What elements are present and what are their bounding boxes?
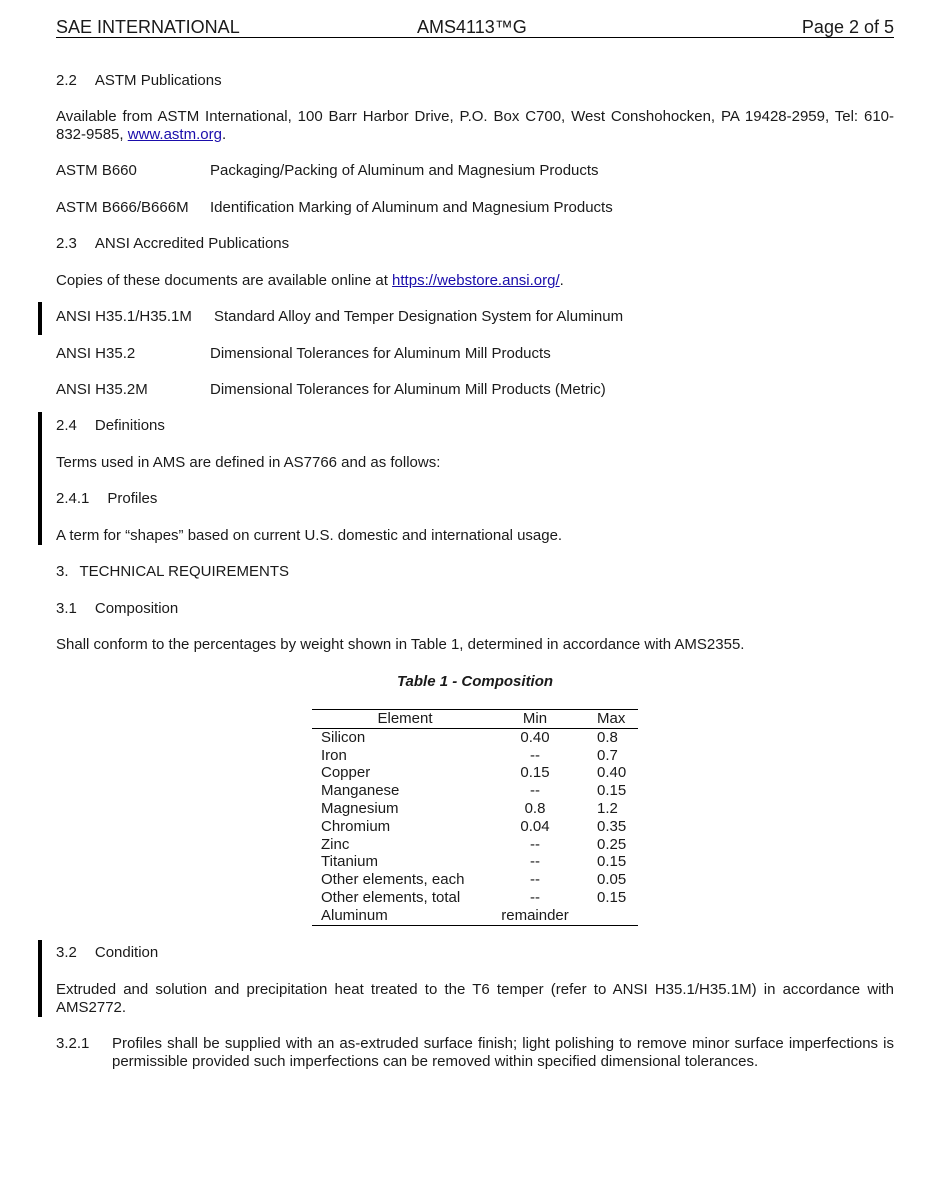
min-cell: 0.40 (520, 728, 550, 746)
section-2-3-heading: 2.3 ANSI Accredited Publications (56, 235, 290, 252)
min-cell: -- (530, 746, 540, 764)
table-row (312, 907, 638, 925)
element-cell: Titanium (321, 853, 378, 871)
table-row (312, 836, 638, 854)
header-rule (56, 37, 894, 38)
element-cell: Iron (321, 746, 347, 764)
element-cell: Chromium (321, 817, 391, 835)
header-org: SAE INTERNATIONAL (56, 17, 240, 37)
ref-title: Standard Alloy and Temper Designation System for Aluminum (214, 308, 624, 325)
section-3-2-1-number: 3.2.1 (56, 1035, 90, 1052)
section-2-2-heading: 2.2 ASTM Publications (56, 72, 222, 89)
section-3-heading: 3. TECHNICAL REQUIREMENTS (56, 563, 289, 580)
max-cell (581, 907, 638, 925)
element-cell: Aluminum (312, 907, 489, 925)
element-cell: Copper (321, 764, 371, 782)
column-header: Min (489, 710, 581, 729)
ref-code: ANSI H35.1/H35.1M (56, 308, 192, 325)
section-2-4-1-heading: 2.4.1 Profiles (56, 490, 158, 507)
max-cell: 0.25 (597, 835, 627, 853)
max-cell: 0.15 (597, 782, 627, 800)
surface-finish-text: Profiles shall be supplied with an as-extruded surface finish; light polishing to remove minor surface imperfections is permissible provided such imperfections can be removed within specified dimensional tolerances. (112, 1035, 894, 1070)
profiles-definition: A term for “shapes” based on current U.S. domestic and international usage. (56, 527, 563, 544)
table-row (312, 889, 638, 907)
table-row (312, 871, 638, 889)
table-row (312, 800, 638, 818)
ref-title: Dimensional Tolerances for Aluminum Mill Products (Metric) (210, 381, 606, 398)
table-row (312, 853, 638, 871)
max-cell: 0.7 (597, 746, 618, 764)
max-cell: 0.40 (597, 764, 627, 782)
revision-bar (38, 412, 42, 545)
max-cell: 0.35 (597, 817, 627, 835)
table-header-row (312, 710, 638, 729)
revision-bar (38, 302, 42, 335)
max-cell: 0.15 (597, 888, 627, 906)
ref-title: Dimensional Tolerances for Aluminum Mill Products (210, 345, 551, 362)
max-cell: 0.15 (597, 853, 627, 871)
table-row (312, 747, 638, 765)
min-cell: -- (530, 835, 540, 853)
header-doc-id: AMS4113™G (417, 17, 527, 37)
min-cell: 0.04 (520, 817, 550, 835)
min-cell: -- (530, 871, 540, 889)
composition-table (312, 709, 638, 926)
column-header: Element (312, 710, 489, 729)
min-cell: -- (530, 888, 540, 906)
astm-link[interactable]: www.astm.org (127, 126, 222, 143)
element-cell: Other elements, total (321, 888, 461, 906)
ref-code: ANSI H35.2M (56, 381, 148, 398)
min-cell: remainder (489, 907, 581, 925)
ref-title: Packaging/Packing of Aluminum and Magnesium Products (210, 162, 599, 179)
max-cell: 0.8 (597, 728, 618, 746)
section-3-2-heading: 3.2 Condition (56, 944, 159, 961)
element-cell: Manganese (321, 782, 400, 800)
definitions-text: Terms used in AMS are defined in AS7766 and as follows: (56, 454, 441, 471)
table-row (312, 782, 638, 800)
element-cell: Silicon (321, 728, 366, 746)
ref-code: ANSI H35.2 (56, 345, 136, 362)
ref-code: ASTM B666/B666M (56, 199, 189, 216)
min-cell: 0.8 (524, 799, 546, 817)
table-row (312, 764, 638, 782)
column-header: Max (581, 710, 638, 729)
max-cell: 0.05 (597, 871, 627, 889)
condition-text: Extruded and solution and precipitation heat treated to the T6 temper (refer to ANSI H35.1/H35.1M) in accordance with AMS2772. (56, 981, 894, 1016)
max-cell: 1.2 (597, 799, 618, 817)
table-body (312, 728, 638, 925)
section-2-4-heading: 2.4 Definitions (56, 417, 165, 434)
revision-bar (38, 940, 42, 1017)
section-3-1-heading: 3.1 Composition (56, 600, 179, 617)
min-cell: -- (530, 853, 540, 871)
table-title: Table 1 - Composition (396, 673, 554, 690)
table-row (312, 728, 638, 746)
min-cell: 0.15 (520, 764, 550, 782)
element-cell: Magnesium (321, 799, 399, 817)
ansi-availability: Copies of these documents are available online at https://webstore.ansi.org/. (56, 272, 564, 289)
ref-code: ASTM B660 (56, 162, 137, 179)
table-row (312, 818, 638, 836)
element-cell: Zinc (321, 835, 350, 853)
header-page: Page 2 of 5 (801, 17, 894, 37)
composition-text: Shall conform to the percentages by weight shown in Table 1, determined in accordance with AMS2355. (56, 636, 745, 653)
ansi-link[interactable]: https://webstore.ansi.org/ (392, 272, 560, 289)
min-cell: -- (530, 782, 540, 800)
astm-availability: Available from ASTM International, 100 Barr Harbor Drive, P.O. Box C700, West Conshohocken, PA 19428-2959, Tel: 610-832-9585, www.astm.org. (56, 108, 894, 143)
ref-title: Identification Marking of Aluminum and Magnesium Products (210, 199, 613, 216)
element-cell: Other elements, each (321, 871, 465, 889)
